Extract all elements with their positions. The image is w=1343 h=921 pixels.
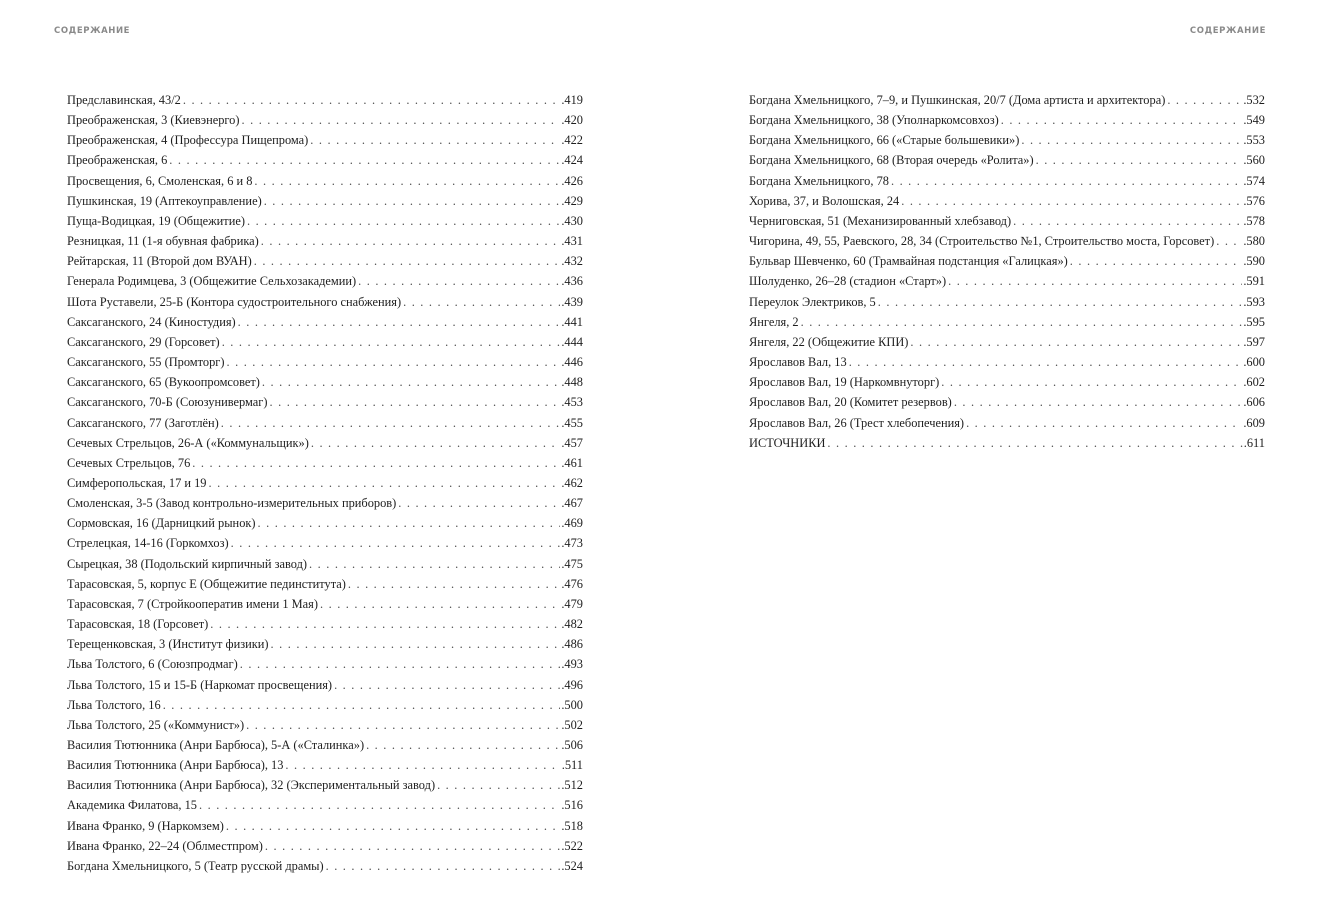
toc-entry[interactable] (67, 775, 583, 795)
toc-entry[interactable] (749, 130, 1265, 150)
toc-entry[interactable] (67, 735, 583, 755)
toc-entry-title: Стрелецкая, 14-16 (Горкомхоз) (67, 536, 229, 551)
toc-entry[interactable] (67, 614, 583, 634)
dot-leader (240, 654, 561, 674)
dot-leader (227, 352, 561, 372)
toc-entry-title: Льва Толстого, 6 (Союзпродмаг) (67, 657, 238, 672)
toc-entry-page-number: .431 (561, 234, 583, 249)
toc-entry-title: Чигорина, 49, 55, Раевского, 28, 34 (Строительство №1, Строительство моста, Горсовет) (749, 234, 1215, 249)
dot-leader (309, 554, 560, 574)
toc-entry[interactable] (67, 292, 583, 312)
toc-entry-title: Генерала Родимцева, 3 (Общежитие Сельхозакадемии) (67, 274, 357, 289)
toc-entry[interactable] (67, 654, 583, 674)
toc-entry[interactable] (749, 191, 1265, 211)
toc-entry-title: Бульвар Шевченко, 60 (Трамвайная подстанция «Галицкая») (749, 254, 1068, 269)
toc-entry-page-number: .441 (561, 314, 583, 329)
toc-entry-page-number: .422 (561, 133, 583, 148)
toc-entry[interactable] (749, 332, 1265, 352)
toc-entry-page-number: .549 (1243, 113, 1265, 128)
dot-leader (1013, 211, 1242, 231)
toc-entry-page-number: .506 (561, 738, 583, 752)
dot-leader (966, 413, 1242, 433)
toc-entry-page-number: .580 (1243, 234, 1265, 249)
dot-leader (403, 292, 560, 312)
toc-entry-page-number: .444 (561, 334, 583, 349)
toc-entry-page-number: .522 (561, 838, 583, 853)
toc-entry[interactable] (67, 816, 583, 836)
dot-leader (801, 312, 1243, 332)
toc-entry[interactable] (749, 171, 1265, 191)
toc-entry-page-number: .609 (1243, 415, 1265, 430)
dot-leader (891, 171, 1242, 191)
toc-entry-title: Сечевых Стрельцов, 26-А («Коммунальщик») (67, 435, 309, 450)
dot-leader (163, 695, 561, 715)
toc-entry-page-number: .611 (1243, 435, 1265, 450)
toc-entry-title: Симферопольская, 17 и 19 (67, 475, 207, 490)
toc-entry-title: Резницкая, 11 (1-я обувная фабрика) (67, 234, 259, 249)
toc-entry-title: Богдана Хмельницкого, 68 (Вторая очередь «Ролита») (749, 153, 1034, 168)
dot-leader (334, 675, 560, 695)
toc-entry-title: Просвещения, 6, Смоленская, 6 и 8 (67, 173, 253, 188)
toc-entry-page-number: .532 (1243, 93, 1265, 107)
dot-leader (320, 594, 560, 614)
toc-entry-page-number: .446 (561, 355, 583, 370)
toc-entry-page-number: .432 (561, 254, 583, 269)
dot-leader (1070, 251, 1243, 271)
toc-entry[interactable] (67, 493, 583, 513)
toc-entry[interactable] (749, 150, 1265, 170)
toc-entry-page-number: .436 (561, 274, 583, 289)
toc-entry-title: Тарасовская, 7 (Стройкооператив имени 1 Мая) (67, 596, 319, 611)
toc-entry-title: Пуща-Водицкая, 19 (Общежитие) (67, 213, 245, 228)
toc-entry-title: Саксаганского, 55 (Промторг) (67, 355, 225, 370)
toc-entry-title: Ярославов Вал, 13 (749, 355, 847, 370)
toc-entry[interactable] (749, 433, 1265, 453)
dot-leader (247, 211, 560, 231)
dot-leader (246, 715, 560, 735)
dot-leader (264, 191, 561, 211)
dot-leader (199, 795, 560, 815)
toc-entry[interactable] (749, 251, 1265, 271)
toc-entry-title: Сечевых Стрельцов, 76 (67, 455, 191, 470)
dot-leader (265, 836, 560, 856)
dot-leader (1001, 110, 1243, 130)
dot-leader (878, 292, 1243, 312)
toc-entry[interactable] (749, 211, 1265, 231)
dot-leader (169, 150, 560, 170)
toc-entry[interactable] (67, 312, 583, 332)
toc-entry-title: Терещенковская, 3 (Институт физики) (67, 637, 269, 652)
toc-entry-title: Богдана Хмельницкого, 66 («Старые большевики») (749, 133, 1020, 148)
toc-entry[interactable] (67, 533, 583, 553)
right-running-head: СОДЕРЖАНИЕ (1189, 26, 1266, 36)
toc-entry-page-number: .424 (561, 153, 583, 168)
toc-entry[interactable] (67, 231, 583, 251)
toc-entry-page-number: .602 (1243, 375, 1265, 390)
dot-leader (1021, 130, 1242, 150)
toc-entry-page-number: .518 (561, 818, 583, 833)
dot-leader (437, 775, 560, 795)
toc-entry-page-number: .476 (561, 576, 583, 591)
dot-leader (1036, 150, 1243, 170)
toc-entry[interactable] (67, 352, 583, 372)
toc-entry[interactable] (749, 413, 1265, 433)
toc-entry-title: Саксаганского, 24 (Киностудия) (67, 314, 236, 329)
dot-leader (311, 433, 560, 453)
dot-leader (183, 90, 560, 110)
toc-entry-title: Василия Тютюнника (Анри Барбюса), 32 (Экспериментальный завод) (67, 778, 436, 793)
toc-entry-title: Академика Филатова, 15 (67, 798, 197, 813)
toc-entry-page-number: .511 (561, 758, 583, 773)
toc-entry[interactable] (749, 292, 1265, 312)
toc-entry-title: Саксаганского, 65 (Вукоопромсовет) (67, 375, 260, 390)
dot-leader (254, 171, 560, 191)
dot-leader (1216, 231, 1242, 251)
toc-entry-title: Хорива, 37, и Волошская, 24 (749, 193, 900, 208)
toc-entry[interactable] (67, 574, 583, 594)
toc-entry[interactable] (67, 634, 583, 654)
dot-leader (210, 614, 560, 634)
toc-entry-title: Ивана Франко, 22–24 (Облместпром) (67, 838, 263, 853)
toc-entry-page-number: .455 (561, 415, 583, 430)
toc-entry-title: Василия Тютюнника (Анри Барбюса), 5-А («Сталинка») (67, 738, 365, 752)
toc-entry-title: Ивана Франко, 9 (Наркомзем) (67, 818, 224, 833)
dot-leader (226, 816, 560, 836)
dot-leader (849, 352, 1243, 372)
dot-leader (1167, 90, 1242, 110)
toc-entry-page-number: .590 (1243, 254, 1265, 269)
toc-entry[interactable] (67, 271, 583, 291)
dot-leader (901, 191, 1242, 211)
toc-entry-title: Янгеля, 2 (749, 314, 799, 329)
toc-entry[interactable] (749, 110, 1265, 130)
toc-entry-title: Ярославов Вал, 26 (Трест хлебопечения) (749, 415, 965, 430)
left-running-head: СОДЕРЖАНИЕ (54, 26, 131, 36)
toc-entry[interactable] (67, 675, 583, 695)
toc-entry-title: Тарасовская, 18 (Горсовет) (67, 617, 209, 632)
toc-entry[interactable] (749, 231, 1265, 251)
toc-entry-page-number: .597 (1243, 334, 1265, 349)
dot-leader (954, 392, 1243, 412)
toc-entry-page-number: .462 (561, 475, 583, 490)
toc-entry[interactable] (67, 473, 583, 493)
toc-entry[interactable] (67, 695, 583, 715)
toc-entry-title: Саксаганского, 29 (Горсовет) (67, 334, 220, 349)
toc-entry-page-number: .461 (561, 455, 583, 470)
dot-leader (941, 372, 1242, 392)
toc-entry[interactable] (67, 191, 583, 211)
dot-leader (258, 513, 561, 533)
toc-entry-title: Богдана Хмельницкого, 7–9, и Пушкинская, 20/7 (Дома артиста и архитектора) (749, 93, 1166, 107)
dot-leader (366, 735, 560, 755)
toc-entry-title: Смоленская, 3-5 (Завод контрольно-измерительных приборов) (67, 496, 397, 511)
toc-entry[interactable] (749, 352, 1265, 372)
toc-entry[interactable] (67, 332, 583, 352)
toc-entry-page-number: .593 (1243, 294, 1265, 309)
toc-entry-title: Переулок Электриков, 5 (749, 294, 876, 309)
toc-entry-page-number: .419 (561, 93, 583, 107)
toc-entry-title: Богдана Хмельницкого, 5 (Театр русской драмы) (67, 858, 324, 873)
toc-entry-page-number: .473 (561, 536, 583, 551)
toc-entry-page-number: .591 (1243, 274, 1265, 289)
dot-leader (209, 473, 561, 493)
toc-entry[interactable] (749, 90, 1265, 110)
toc-entry[interactable] (67, 755, 583, 775)
toc-entry-title: Ярославов Вал, 19 (Наркомвнуторг) (749, 375, 940, 390)
toc-entry-title: Тарасовская, 5, корпус Е (Общежитие пединститута) (67, 576, 346, 591)
toc-entry-page-number: .512 (561, 778, 583, 793)
dot-leader (221, 413, 561, 433)
toc-entry-title: Шолуденко, 26–28 (стадион «Старт») (749, 274, 947, 289)
toc-entry-title: Предславинская, 43/2 (67, 93, 181, 107)
toc-entry[interactable] (67, 453, 583, 473)
dot-leader (242, 110, 561, 130)
toc-entry-title: Саксаганского, 77 (Заготлён) (67, 415, 219, 430)
toc-entry-title: Льва Толстого, 25 («Коммунист») (67, 717, 245, 732)
dot-leader (192, 453, 560, 473)
toc-entry-page-number: .457 (561, 435, 583, 450)
dot-leader (254, 251, 561, 271)
toc-entry-page-number: .430 (561, 213, 583, 228)
toc-entry-page-number: .524 (561, 858, 583, 873)
dot-leader (271, 634, 561, 654)
dot-leader (827, 433, 1242, 453)
dot-leader (948, 271, 1242, 291)
toc-entry[interactable] (749, 372, 1265, 392)
toc-entry-page-number: .475 (561, 556, 583, 571)
toc-entry-title: Сырецкая, 38 (Подольский кирпичный завод) (67, 556, 308, 571)
toc-entry-page-number: .600 (1243, 355, 1265, 370)
toc-entry-page-number: .560 (1243, 153, 1265, 168)
toc-entry-title: Богдана Хмельницкого, 38 (Уполнаркомсовхоз) (749, 113, 999, 128)
toc-entry-page-number: .429 (561, 193, 583, 208)
toc-entry[interactable] (67, 251, 583, 271)
toc-entry[interactable] (67, 90, 583, 110)
toc-entry-title: Черниговская, 51 (Механизированный хлебзавод) (749, 213, 1012, 228)
toc-entry-title: Василия Тютюнника (Анри Барбюса), 13 (67, 758, 284, 773)
toc-entry-page-number: .486 (561, 637, 583, 652)
toc-entry-title: Пушкинская, 19 (Аптекоуправление) (67, 193, 262, 208)
toc-entry-page-number: .578 (1243, 213, 1265, 228)
toc-right-column (749, 90, 1265, 453)
toc-entry[interactable] (749, 312, 1265, 332)
toc-entry[interactable] (67, 171, 583, 191)
toc-entry-page-number: .606 (1243, 395, 1265, 410)
toc-entry-page-number: .516 (561, 798, 583, 813)
toc-entry-title: Саксаганского, 70-Б (Союзунивермаг) (67, 395, 268, 410)
dot-leader (238, 312, 561, 332)
dot-leader (270, 392, 561, 412)
toc-entry-page-number: .493 (561, 657, 583, 672)
dot-leader (222, 332, 561, 352)
dot-leader (285, 755, 560, 775)
toc-entry-page-number: .595 (1243, 314, 1265, 329)
toc-entry-page-number: .420 (561, 113, 583, 128)
toc-entry[interactable] (67, 110, 583, 130)
toc-entry-page-number: .496 (561, 677, 583, 692)
dot-leader (326, 856, 561, 876)
toc-entry[interactable] (749, 392, 1265, 412)
toc-entry-title: Янгеля, 22 (Общежитие КПИ) (749, 334, 909, 349)
toc-entry[interactable] (67, 392, 583, 412)
dot-leader (348, 574, 560, 594)
toc-entry[interactable] (67, 856, 583, 876)
toc-entry-title: Льва Толстого, 16 (67, 697, 161, 712)
toc-entry-page-number: .426 (561, 173, 583, 188)
dot-leader (310, 130, 560, 150)
toc-entry-page-number: .469 (561, 516, 583, 531)
toc-entry[interactable] (67, 513, 583, 533)
toc-entry[interactable] (67, 130, 583, 150)
toc-entry[interactable] (67, 433, 583, 453)
toc-entry-page-number: .502 (561, 717, 583, 732)
toc-entry[interactable] (67, 150, 583, 170)
toc-entry[interactable] (67, 594, 583, 614)
toc-entry[interactable] (67, 211, 583, 231)
toc-entry[interactable] (67, 413, 583, 433)
toc-entry[interactable] (749, 271, 1265, 291)
toc-entry[interactable] (67, 372, 583, 392)
toc-entry-title: Преображенская, 3 (Киевэнерго) (67, 113, 240, 128)
toc-entry-title: Преображенская, 6 (67, 153, 168, 168)
toc-entry-page-number: .439 (561, 294, 583, 309)
toc-entry-title: Рейтарская, 11 (Второй дом ВУАН) (67, 254, 252, 269)
toc-entry-title: Сормовская, 16 (Дарницкий рынок) (67, 516, 256, 531)
toc-entry-title: Льва Толстого, 15 и 15-Б (Наркомат просвещения) (67, 677, 333, 692)
dot-leader (910, 332, 1242, 352)
toc-entry-page-number: .453 (561, 395, 583, 410)
toc-left-column (67, 90, 583, 876)
dot-leader (231, 533, 561, 553)
toc-entry-title: ИСТОЧНИКИ (749, 435, 826, 450)
dot-leader (398, 493, 560, 513)
toc-entry-title: Преображенская, 4 (Профессура Пищепрома) (67, 133, 309, 148)
toc-entry[interactable] (67, 715, 583, 735)
toc-entry-page-number: .576 (1243, 193, 1265, 208)
toc-entry[interactable] (67, 836, 583, 856)
toc-entry-page-number: .448 (561, 375, 583, 390)
toc-entry[interactable] (67, 795, 583, 815)
toc-entry-title: Богдана Хмельницкого, 78 (749, 173, 889, 188)
toc-entry-page-number: .467 (561, 496, 583, 511)
toc-entry-page-number: .553 (1243, 133, 1265, 148)
toc-entry-title: Шота Руставели, 25-Б (Контора судостроительного снабжения) (67, 294, 402, 309)
toc-entry-page-number: .479 (561, 596, 583, 611)
toc-entry[interactable] (67, 554, 583, 574)
toc-entry-page-number: .500 (561, 697, 583, 712)
toc-entry-page-number: .482 (561, 617, 583, 632)
dot-leader (358, 271, 560, 291)
dot-leader (262, 372, 560, 392)
dot-leader (261, 231, 561, 251)
toc-entry-title: Ярославов Вал, 20 (Комитет резервов) (749, 395, 952, 410)
toc-entry-page-number: .574 (1243, 173, 1265, 188)
